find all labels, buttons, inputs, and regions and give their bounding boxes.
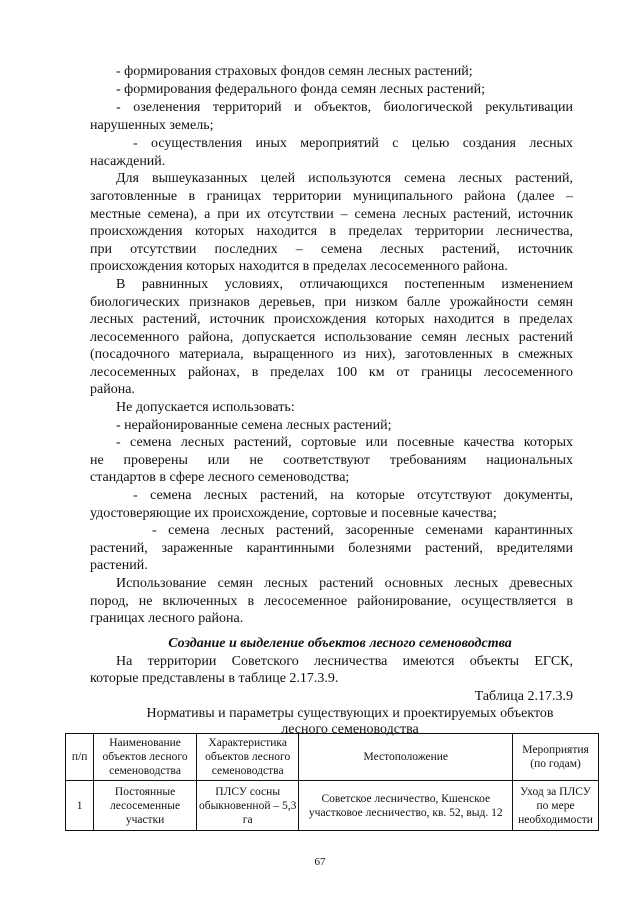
header-cell-characteristic: Характеристика объектов лесного семеноводства — [196, 734, 299, 781]
seed-objects-table — [65, 733, 599, 831]
text-line: Не допускается использовать: — [116, 400, 295, 415]
header-cell-measures: Мероприятия (по годам) — [513, 734, 599, 781]
text-line: стандартов в сфере лесного семеноводства; — [90, 470, 350, 485]
table-header-row — [66, 734, 599, 781]
section-heading: Создание и выделение объектов лесного семеноводства — [168, 636, 512, 651]
cell-location: Советское лесничество, Кшенское участковое лесничество, кв. 52, выд. 12 — [299, 781, 513, 831]
text-line: Для вышеуказанных целей используются семена лесных растений, — [116, 171, 573, 186]
text-line: - осуществления иных мероприятий с целью создания лесных — [133, 136, 573, 151]
text-line: заготовленные в границах территории муниципального района (далее – — [90, 189, 573, 204]
text-line: - формирования страховых фондов семян лесных растений; — [116, 64, 473, 79]
text-line: - семена лесных растений, на которые отсутствуют документы, — [133, 488, 573, 503]
text-line: района. — [90, 382, 135, 397]
text-line: лесных растений, источник происхождения которых находится в пределах — [90, 312, 573, 327]
header-cell-location: Местоположение — [299, 734, 513, 781]
text-line: удостоверяющие их происхождение, сортовые и посевные качества; — [90, 506, 497, 521]
text-line: В равнинных условиях, отличающихся постепенным изменением — [116, 277, 573, 292]
table-row — [66, 781, 599, 831]
text-line: - семена лесных растений, засоренные семенами карантинных — [152, 523, 573, 538]
text-line: растений. — [90, 558, 148, 573]
text-line: происхождения которых находится в пределах лесосеменного района. — [90, 259, 508, 274]
text-line: лесосеменных районах, в пределах 100 км от границы лесосеменного — [90, 365, 573, 380]
text-line: которые представлены в таблице 2.17.3.9. — [90, 671, 339, 686]
text-line: - семена лесных растений, сортовые или посевные качества которых — [116, 435, 573, 450]
text-line: пород, не включенных в лесосеменное районирование, осуществляется в — [90, 594, 573, 609]
text-line: На территории Советского лесничества имеются объекты ЕГСК, — [116, 654, 573, 669]
text-line: лесосеменного района, допускается использование семян лесных растений — [90, 330, 573, 345]
text-line: нарушенных земель; — [90, 118, 214, 133]
page-number: 67 — [314, 856, 326, 868]
text-line: - нерайонированные семена лесных растений; — [116, 418, 392, 433]
table-caption-line: Нормативы и параметры существующих и проектируемых объектов — [146, 706, 554, 721]
text-line: не проверены или не соответствуют требованиям национальных — [90, 453, 573, 468]
cell-number: 1 — [66, 781, 94, 831]
text-line: Использование семян лесных растений основных лесных древесных — [116, 576, 573, 591]
text-line: происхождения которых находится в пределах территории лесничества, — [90, 224, 573, 239]
cell-name: Постоянные лесосеменные участки — [94, 781, 197, 831]
text-line: растений, зараженные карантинными болезнями растений, вредителями — [90, 541, 573, 556]
cell-measures: Уход за ПЛСУ по мере необходимости — [513, 781, 599, 831]
text-line: насаждений. — [90, 154, 166, 169]
text-line: границах лесного района. — [90, 611, 244, 626]
text-line: (посадочного материала, выращенного из них), заготовленных в смежных — [90, 347, 573, 362]
table-caption-line: лесного семеноводства — [281, 722, 419, 737]
text-line: биологических признаков деревьев, при низком балле урожайности семян — [90, 295, 573, 310]
cell-characteristic: ПЛСУ сосны обыкновенной – 5,3 га — [196, 781, 299, 831]
text-line: - формирования федерального фонда семян лесных растений; — [116, 82, 486, 97]
text-line: местные семена), а при их отсутствии – семена лесных растений, источник — [90, 207, 573, 222]
text-line: - озеленения территорий и объектов, биологической рекультивации — [116, 100, 573, 115]
text-line: при отсутствии последних – семена лесных растений, источник — [90, 242, 573, 257]
header-cell-number: п/п — [66, 734, 94, 781]
table-label: Таблица 2.17.3.9 — [474, 689, 573, 704]
header-cell-name: Наименование объектов лесного семеноводства — [94, 734, 197, 781]
